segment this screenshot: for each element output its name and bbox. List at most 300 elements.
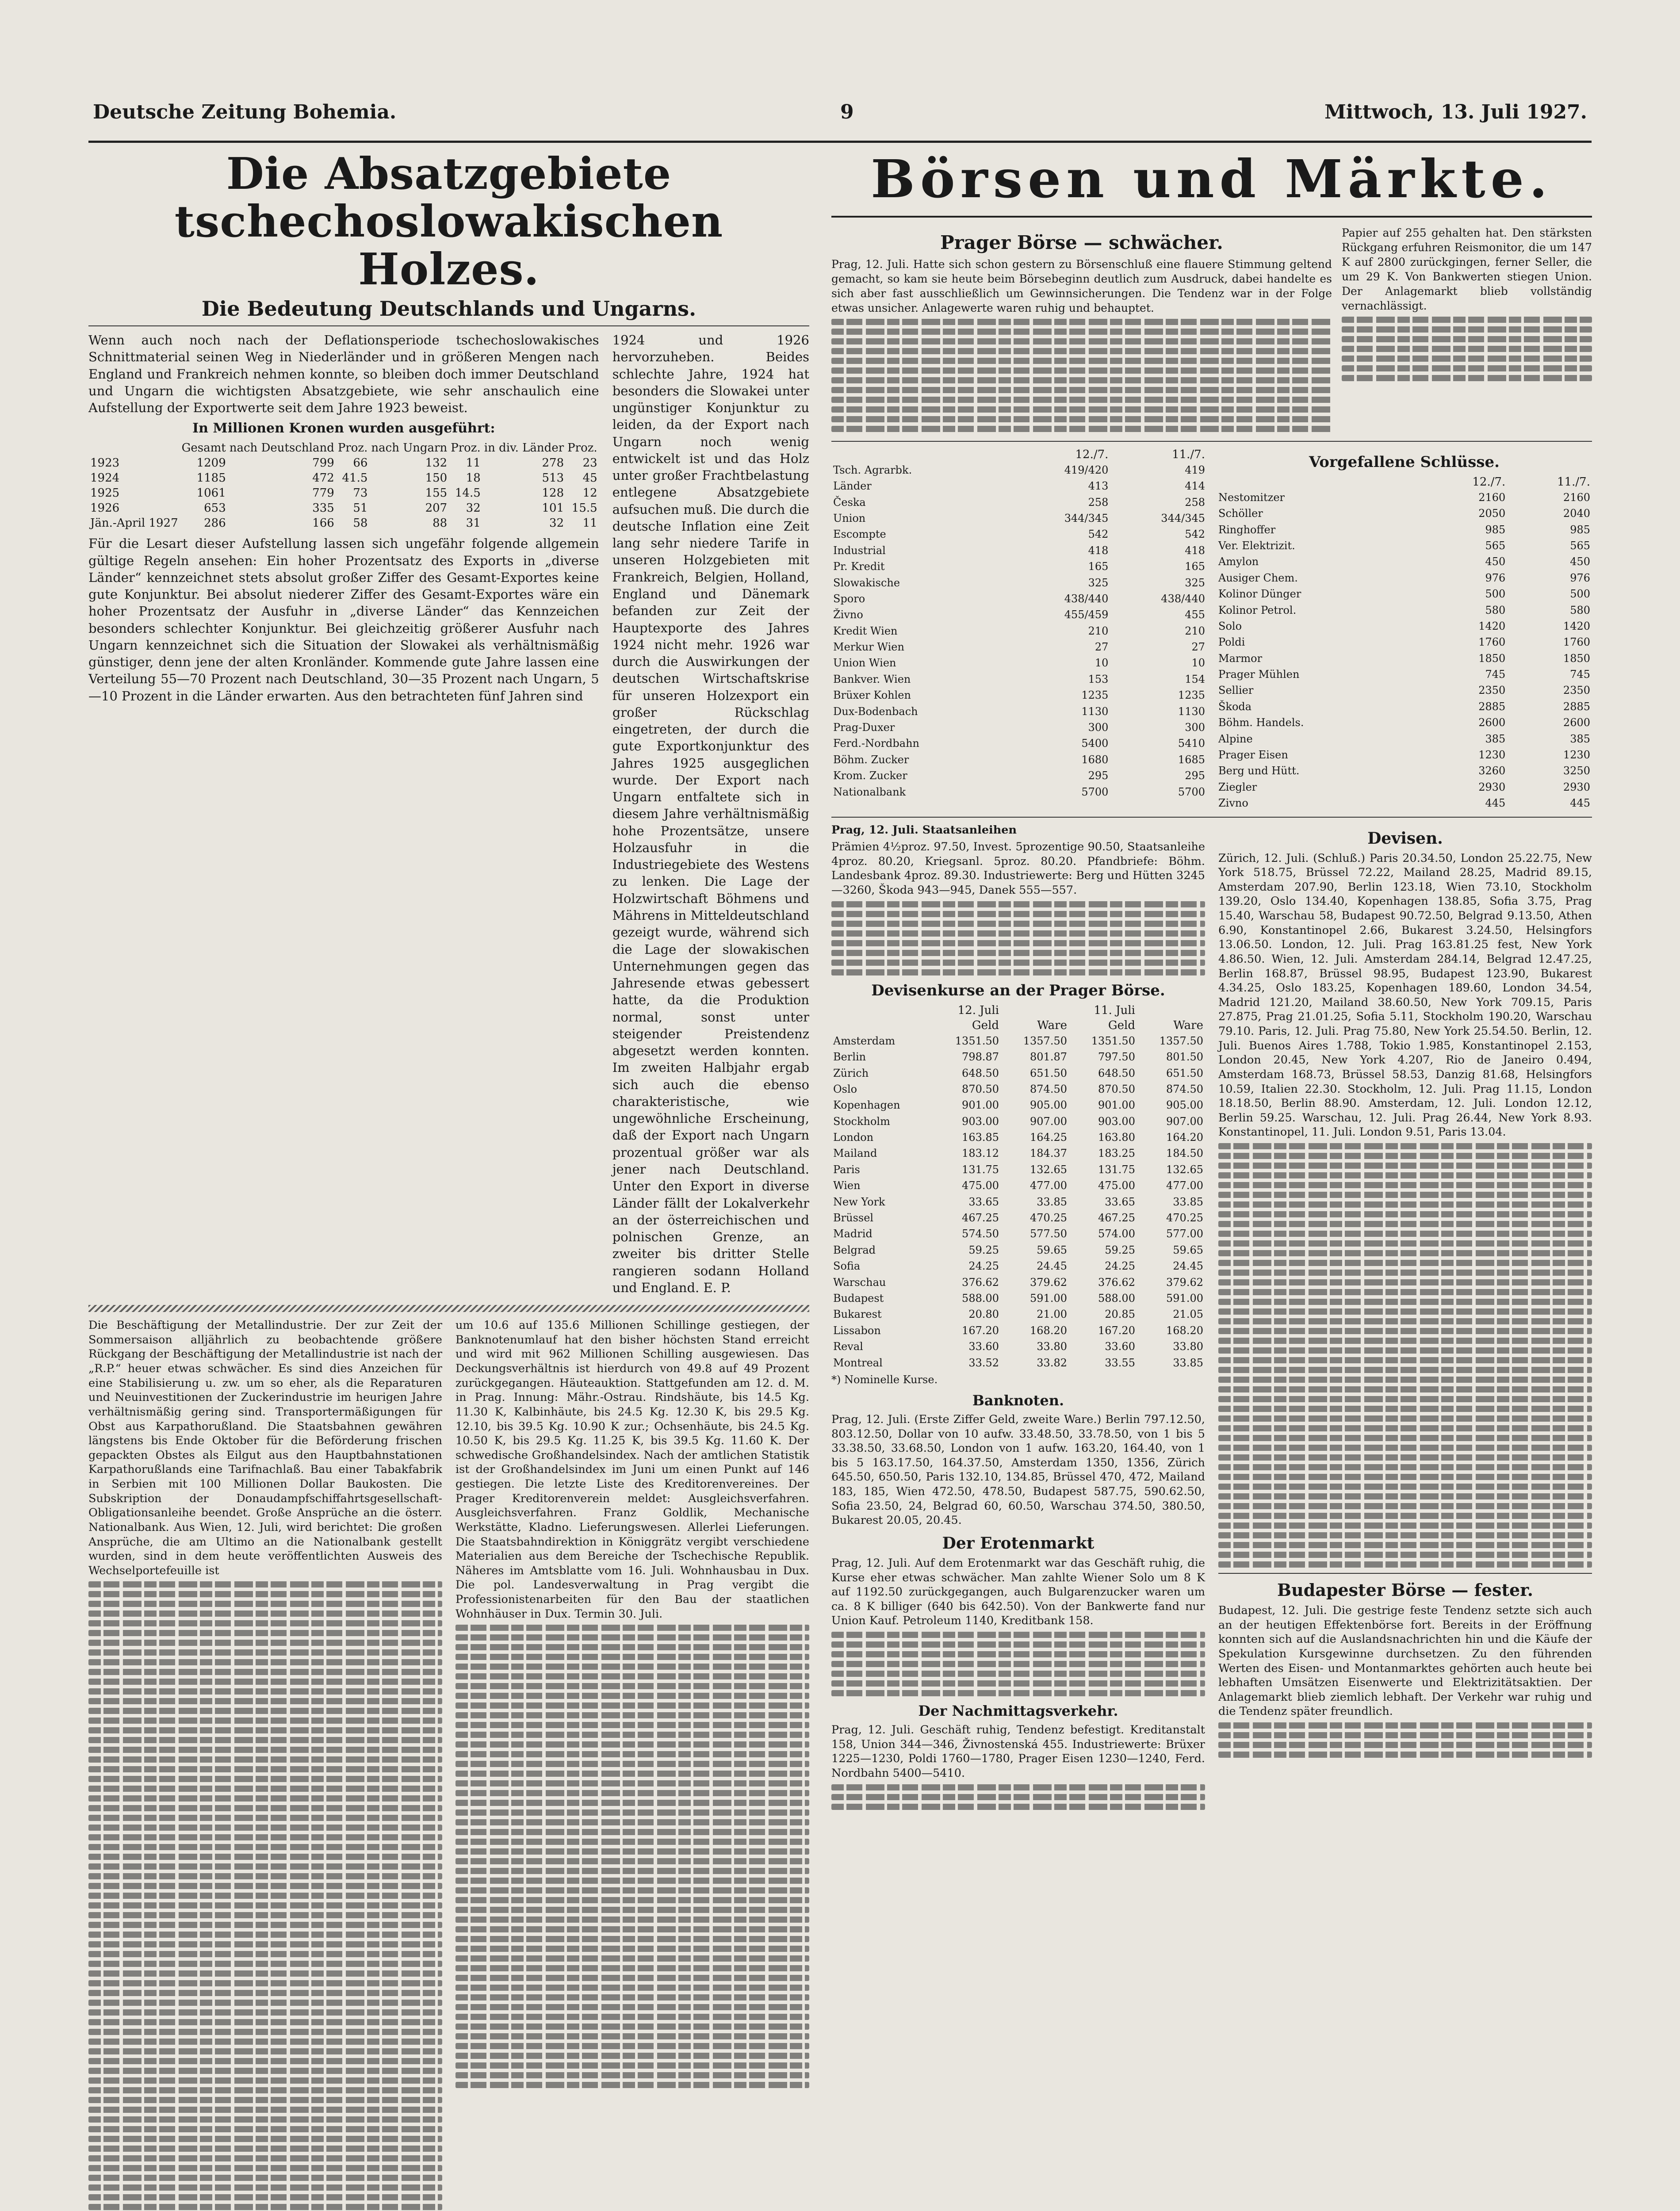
table-cell: 33.65 bbox=[968, 1195, 999, 1208]
section-divider bbox=[88, 1305, 809, 1312]
fx-date-header: 12. Juli bbox=[957, 1003, 999, 1017]
table-cell: 445 bbox=[1570, 797, 1590, 810]
table-cell: 21.00 bbox=[1037, 1308, 1067, 1321]
table-row bbox=[1217, 682, 1592, 698]
table-row bbox=[831, 478, 1207, 494]
table-cell: 2350 bbox=[1478, 684, 1506, 697]
closed-trades-header: 11./7. bbox=[1557, 475, 1590, 489]
table-cell: 165 bbox=[1185, 560, 1205, 573]
table-row bbox=[1217, 522, 1592, 538]
table-cell: 33.52 bbox=[968, 1356, 999, 1369]
table-cell: 907.00 bbox=[1166, 1115, 1203, 1128]
table-cell: Berlin bbox=[833, 1051, 866, 1063]
table-cell: 1235 bbox=[1178, 689, 1205, 702]
fx-date-header bbox=[1137, 1003, 1205, 1018]
table-cell: 976 bbox=[1485, 571, 1506, 584]
table-cell: 59.65 bbox=[1173, 1243, 1203, 1256]
fx-header: Geld bbox=[1108, 1018, 1135, 1032]
table-cell: Pr. Kredit bbox=[833, 560, 885, 573]
table-cell: 565 bbox=[1570, 539, 1590, 552]
table-cell: 300 bbox=[1185, 721, 1205, 734]
table-cell: Zivno bbox=[1218, 797, 1248, 810]
table-cell: Tsch. Agrarbk. bbox=[833, 463, 912, 476]
issue-date: Mittwoch, 13. Juli 1927. bbox=[1324, 101, 1587, 123]
table-cell: 131.75 bbox=[1098, 1163, 1135, 1176]
table-row bbox=[831, 704, 1207, 719]
fx-table bbox=[831, 1003, 1205, 1371]
wood-article-subtitle: Die Bedeutung Deutschlands und Ungarns. bbox=[201, 297, 696, 321]
table-row bbox=[831, 1033, 1205, 1049]
table-row bbox=[1217, 779, 1592, 795]
table-cell: Brüssel bbox=[833, 1212, 874, 1224]
table-cell: Amsterdam bbox=[833, 1034, 895, 1047]
table-cell: 167.20 bbox=[962, 1324, 999, 1337]
table-cell: Poldi bbox=[1218, 636, 1245, 649]
table-cell: Industrial bbox=[833, 544, 886, 557]
table-cell: 33.85 bbox=[1037, 1195, 1067, 1208]
table-row bbox=[831, 1129, 1205, 1145]
table-row bbox=[1217, 666, 1592, 682]
table-row bbox=[831, 1306, 1205, 1322]
table-cell: 801.50 bbox=[1166, 1051, 1203, 1063]
table-cell: 183.25 bbox=[1098, 1147, 1135, 1160]
table-cell: 467.25 bbox=[1098, 1212, 1135, 1224]
table-cell: 745 bbox=[1485, 668, 1506, 681]
table-cell: 385 bbox=[1570, 732, 1590, 745]
table-cell: 33.60 bbox=[1105, 1340, 1135, 1353]
table-cell: 467.25 bbox=[962, 1212, 999, 1224]
table-cell: 21.05 bbox=[1173, 1308, 1203, 1321]
table-cell: Montreal bbox=[833, 1356, 883, 1369]
export-table-header: Gesamt bbox=[181, 441, 226, 455]
table-cell: Belgrad bbox=[833, 1243, 876, 1256]
table-cell: 132.65 bbox=[1030, 1163, 1067, 1176]
table-cell: 1235 bbox=[1081, 689, 1109, 702]
table-cell: 2160 bbox=[1478, 491, 1506, 504]
table-cell: 258 bbox=[1185, 496, 1205, 509]
table-row bbox=[831, 1355, 1205, 1371]
table-cell: 278 bbox=[542, 456, 564, 470]
table-row bbox=[831, 1113, 1205, 1129]
table-row bbox=[88, 486, 599, 501]
table-cell: 2050 bbox=[1478, 507, 1506, 520]
table-cell: 10 bbox=[1191, 657, 1205, 669]
table-row bbox=[831, 526, 1207, 542]
table-cell: 472 bbox=[312, 471, 334, 485]
table-cell: 1850 bbox=[1478, 652, 1506, 665]
table-cell: Berg und Hütt. bbox=[1218, 765, 1300, 777]
closed-trades-title: Vorgefallene Schlüsse. bbox=[1309, 453, 1500, 471]
table-row bbox=[831, 768, 1207, 784]
table-cell: 1924 bbox=[90, 471, 120, 485]
budapest-text: Budapest, 12. Juli. Die gestrige feste Tendenz setzte sich auch an der heutigen Effektenbörse fort. Bereits in der Eröffnung konnten sich auf die Auslandsnachrichten hin und die Käufe der Spekulation Kursgewinne durchsetzen. Zu den führenden Werten des Eisen- und Montanmarktes gehörten auch heute bei lebhaften Umsätzen Eisenwerte und Elektrizitätsaktien. Der Anlagemarkt blieb ziemlich lebhaft. Der Verkehr war ruhig und die Tendenz später freundlich. bbox=[1218, 1604, 1592, 1718]
table-cell: 419/420 bbox=[1064, 463, 1109, 476]
wood-after-table: Für die Lesart dieser Aufstellung lassen sich ungefähr folgende allgemein gültige Regeln ansehen: Ein hoher Prozentsatz des Exports in „diverse Länder“ kennzeichnet stets absolut großer Ziffer des Gesamt-Exportes keine gute Konjunktur. Bei absolut niederer Ziffer des Gesamt-Exportes wäre ein hoher Prozentsatz der Ausfuhr in „diverse Länder“ das Kennzeichen besonders schlechter Konjunktur. Bei gleichzeitig größerer Ausfuhr nach Ungarn kennzeichnet sich die Situation der Slowakei als verhältnismäßig günstiger, denn jene der alten Kronländer. Kommende gute Jahre lassen eine Verteilung 55—70 Prozent nach Deutschland, 30—35 Prozent nach Ungarn, 5—10 Prozent in die Länder erwarten. Aus den betrachteten fünf Jahren sind bbox=[88, 536, 599, 704]
table-cell: Ver. Elektrizit. bbox=[1218, 539, 1295, 552]
table-cell: 167.20 bbox=[1098, 1324, 1135, 1337]
table-cell: Škoda bbox=[1218, 700, 1252, 713]
erot-market-title: Der Erotenmarkt bbox=[942, 1534, 1094, 1553]
table-cell: 101 bbox=[542, 501, 564, 515]
table-row bbox=[831, 1178, 1205, 1193]
table-cell: 258 bbox=[1088, 496, 1109, 509]
table-cell: 183.12 bbox=[962, 1147, 999, 1160]
share-quotes-header: 11./7. bbox=[1172, 448, 1205, 461]
table-cell: 1130 bbox=[1081, 705, 1109, 718]
short-news-col2: um 10.6 auf 135.6 Millionen Schillinge gestiegen, der Banknotenumlauf hat den bisher höchsten Stand erreicht und wird mit 962 Millionen Schilling ausgewiesen. Das Deckungsverhältnis ist hierdurch von 49.8 auf 49 Prozent zurückgegangen. Häuteauktion. Stattgefunden am 12. d. M. in Prag. Innung: Mähr.-Ostrau. Rindshäute, bis 14.5 Kg. 11.30 K, Kalbinhäute, bis 24.5 Kg. 12.30 K, bis 29.5 Kg. 12.10, bis 39.5 Kg. 10.90 K zur.; Ochsenhäute, bis 24.5 Kg. 10.50 K, bis 29.5 Kg. 11.25 K, bis 39.5 Kg. 11.60 K. Der schwedische Großhandelsindex. Nach der amtlichen Statistik ist der Großhandelsindex im Juni um einen Punkt auf 146 gestiegen. Die letzte Liste des Kreditorenvereines. Der Prager Kreditorenverein meldet: Ausgleichsverfahren. Ausgleichsverfahren. Franz Goldlik, Mechanische Werkstätte, Kladno. Lieferungswesen. Allerlei Lieferungen. Die Staatsbahndirektion in Königgrätz vergibt verschiedene Materialien aus dem Bereiche der Tschechische Republik. Näheres im Amtsblatte vom 16. Juli. Wohnhausbau in Dux. Die pol. Landesverwaltung in Prag vergibt die Professionistenarbeiten für den Bau der staatlichen Wohnhäuser in Dux. Termin 30. Juli. bbox=[455, 1319, 809, 1621]
table-cell: 874.50 bbox=[1166, 1083, 1203, 1095]
table-cell: 154 bbox=[1185, 673, 1205, 685]
table-cell: 477.00 bbox=[1030, 1179, 1067, 1192]
table-cell: 1230 bbox=[1563, 749, 1590, 761]
table-cell: 164.20 bbox=[1166, 1131, 1203, 1144]
table-cell: 438/440 bbox=[1064, 592, 1109, 605]
table-cell: 33.65 bbox=[1105, 1195, 1135, 1208]
market-notes: Papier auf 255 gehalten hat. Den stärksten Rückgang erfuhren Reismonitor, die um 147 K auf 2800 zurückgingen, ferner Seller, die um 29 K. Von Bankwerten stiegen Union. Der Anlagemarkt blieb vollständig vernachlässigt. bbox=[1342, 226, 1592, 312]
export-table bbox=[88, 440, 599, 531]
table-cell: 1357.50 bbox=[1023, 1034, 1067, 1047]
table-row bbox=[831, 494, 1207, 510]
table-cell: 51 bbox=[353, 501, 368, 515]
wood-article-title: Die Absatzgebiete tschechoslowakischen Holzes. bbox=[174, 149, 723, 295]
table-row bbox=[831, 510, 1207, 526]
table-row bbox=[831, 607, 1207, 623]
table-row bbox=[1217, 747, 1592, 763]
table-cell: 870.50 bbox=[962, 1083, 999, 1095]
table-row bbox=[1217, 538, 1592, 554]
table-cell: Madrid bbox=[833, 1228, 873, 1240]
fx-header: Geld bbox=[972, 1018, 999, 1032]
table-row bbox=[831, 543, 1207, 558]
table-row bbox=[831, 1081, 1205, 1097]
table-cell: Ausiger Chem. bbox=[1218, 571, 1298, 584]
table-cell: 14.5 bbox=[455, 486, 481, 500]
table-cell: Prager Eisen bbox=[1218, 749, 1288, 761]
table-cell: 1760 bbox=[1478, 636, 1506, 649]
markets-title: Börsen und Märkte. bbox=[871, 148, 1553, 210]
table-cell: 1420 bbox=[1478, 620, 1506, 632]
table-cell: Warschau bbox=[833, 1276, 886, 1289]
table-row bbox=[1217, 650, 1592, 666]
table-cell: 66 bbox=[353, 456, 368, 470]
table-cell: 1351.50 bbox=[955, 1034, 999, 1047]
table-cell: Krom. Zucker bbox=[833, 769, 907, 782]
table-cell: 1926 bbox=[90, 501, 120, 515]
table-cell: 1925 bbox=[90, 486, 120, 500]
table-cell: 168.20 bbox=[1030, 1324, 1067, 1337]
export-table-header bbox=[88, 440, 180, 455]
table-cell: Kredit Wien bbox=[833, 624, 898, 637]
table-cell: 477.00 bbox=[1166, 1179, 1203, 1192]
table-row bbox=[1217, 731, 1592, 747]
table-cell: Zürich bbox=[833, 1067, 869, 1079]
table-cell: Alpine bbox=[1218, 732, 1253, 745]
table-cell: 565 bbox=[1485, 539, 1506, 552]
table-row bbox=[1217, 586, 1592, 602]
table-row bbox=[831, 784, 1207, 800]
table-cell: 325 bbox=[1185, 576, 1205, 589]
table-row bbox=[831, 1339, 1205, 1354]
table-cell: 163.85 bbox=[962, 1131, 999, 1144]
table-cell: Budapest bbox=[833, 1292, 884, 1304]
export-table-header: Proz. bbox=[337, 441, 368, 455]
table-cell: 651.50 bbox=[1030, 1067, 1067, 1079]
table-row bbox=[831, 462, 1207, 478]
table-cell: 450 bbox=[1570, 555, 1590, 568]
table-cell: London bbox=[833, 1131, 874, 1144]
share-quotes-header: 12./7. bbox=[1075, 448, 1109, 461]
table-cell: 985 bbox=[1485, 523, 1506, 536]
table-cell: 2040 bbox=[1563, 507, 1590, 520]
table-cell: 166 bbox=[312, 516, 334, 530]
erot-market-text: Prag, 12. Juli. Auf dem Erotenmarkt war das Geschäft ruhig, die Kurse eher etwas schwächer. Man zahlte Wiener Solo um 8 K auf 1192.50 zurückgegangen, auch Bulgarenzucker waren um ca. 8 K billiger (640 bis 642.50). Von der Bankwerte fand nur Union Kauf. Petroleum 1140, Kreditbank 158. bbox=[831, 1556, 1205, 1628]
table-cell: 210 bbox=[1088, 624, 1109, 637]
table-cell: 300 bbox=[1088, 721, 1109, 734]
table-cell: 12 bbox=[582, 486, 597, 500]
table-cell: 2600 bbox=[1563, 716, 1590, 729]
table-cell: 798.87 bbox=[962, 1051, 999, 1063]
table-row bbox=[1217, 602, 1592, 618]
table-cell: 165 bbox=[1088, 560, 1109, 573]
table-cell: 132.65 bbox=[1166, 1163, 1203, 1176]
table-cell: 907.00 bbox=[1030, 1115, 1067, 1128]
table-row bbox=[831, 1258, 1205, 1274]
table-cell: 24.25 bbox=[1105, 1260, 1135, 1273]
table-cell: Länder bbox=[833, 480, 872, 493]
afternoon-title: Der Nachmittagsverkehr. bbox=[918, 1702, 1118, 1720]
table-cell: 1130 bbox=[1178, 705, 1205, 718]
table-cell: 414 bbox=[1185, 480, 1205, 493]
table-cell: 58 bbox=[353, 516, 368, 530]
table-cell: Mailand bbox=[833, 1147, 877, 1160]
table-cell: 574.00 bbox=[1098, 1228, 1135, 1240]
table-cell: 2350 bbox=[1563, 684, 1590, 697]
table-cell: 1420 bbox=[1563, 620, 1590, 632]
table-cell: 591.00 bbox=[1166, 1292, 1203, 1304]
table-cell: 985 bbox=[1570, 523, 1590, 536]
fx-header: Ware bbox=[1037, 1018, 1067, 1032]
table-cell: 295 bbox=[1185, 769, 1205, 782]
table-cell: 1061 bbox=[196, 486, 226, 500]
table-row bbox=[831, 623, 1207, 639]
table-cell: Ziegler bbox=[1218, 780, 1257, 793]
table-row bbox=[831, 591, 1207, 607]
header-rule bbox=[88, 141, 1592, 143]
table-row bbox=[831, 639, 1207, 655]
table-cell: 1923 bbox=[90, 456, 120, 470]
table-cell: 580 bbox=[1485, 604, 1506, 616]
table-cell: 153 bbox=[1088, 673, 1109, 685]
state-loans-text: Prämien 4½proz. 97.50, Invest. 5prozentige 90.50, Staatsanleihe 4proz. 80.20, Kriegsanl. 5proz. 80.20. Pfandbriefe: Böhm. Landesbank 4proz. 89.30. Industriewerte: Berg und Hütten 3245—3260, Škoda 943—945, Danek 555—557. bbox=[831, 840, 1205, 897]
table-row bbox=[1217, 715, 1592, 731]
table-cell: 128 bbox=[542, 486, 564, 500]
table-cell: 574.50 bbox=[962, 1228, 999, 1240]
table-cell: 45 bbox=[582, 471, 597, 485]
table-cell: 513 bbox=[542, 471, 564, 485]
table-row bbox=[1217, 634, 1592, 650]
table-cell: 5700 bbox=[1081, 785, 1109, 798]
table-row bbox=[1217, 490, 1592, 505]
wood-col2: 1924 und 1926 hervorzuheben. Beides schlechte Jahre, 1924 hat besonders die Slowakei unter ungünstiger Konjunktur zu leiden, da der Export nach Ungarn noch wenig entwickelt ist und das Holz unter großer Frachtbelastung entlegene Absatzgebiete aufsuchen muß. Die durch die deutsche Inflation eine Zeit lang sehr niedere Tarife in unseren Holzgebieten mit Frankreich, Belgien, Holland, England und Dänemark befanden zur Zeit der Hauptexporte des Jahres 1924 nicht mehr. 1926 war durch die Auswirkungen der deutschen Wirtschaftskrise für unseren Holzexport ein großer Rückschlag eingetreten, der durch die gute Exportkonjunktur des Jahres 1925 ausgeglichen wurde. Der Export nach Ungarn entfaltete sich in diesem Jahre verhältnismäßig hohe Prozentsätze, unsere Holzausfuhr in die Industriegebiete des Westens zu lenken. Die Lage der Holzwirtschaft Böhmens und Mährens in Mitteldeutschland gezeigt wurde, während sich die Lage der slowakischen Unternehmungen gegen das Jahresende etwas gebessert hatte, da die Produktion normal, sonst unter steigender Preistendenz abgesetzt werden konnten. Im zweiten Halbjahr ergab sich auch die ebenso charakteristische, wie ungewöhnliche Erscheinung, daß der Export nach Ungarn prozentual größer war als jener nach Deutschland. Unter den Export in diverse Länder fällt der Lokalverkehr an der österreichischen und polnischen Grenze, an zweiter bis dritter Stelle rangieren sodann Holland und England. E. P. bbox=[612, 332, 809, 1295]
table-cell: Paris bbox=[833, 1163, 860, 1176]
table-cell: 5410 bbox=[1178, 737, 1205, 750]
markets-top bbox=[831, 226, 1592, 436]
table-cell: 27 bbox=[1094, 641, 1109, 654]
table-cell: 475.00 bbox=[962, 1179, 999, 1192]
table-cell: Kopenhagen bbox=[833, 1099, 900, 1112]
table-row bbox=[831, 735, 1207, 751]
table-cell: 2930 bbox=[1563, 780, 1590, 793]
closed-trades-header bbox=[1217, 474, 1423, 490]
table-cell: 1850 bbox=[1563, 652, 1590, 665]
table-cell: Sellier bbox=[1218, 684, 1254, 697]
table-cell: 31 bbox=[466, 516, 481, 530]
table-cell: 577.50 bbox=[1030, 1228, 1067, 1240]
table-row bbox=[831, 1290, 1205, 1306]
table-cell: Böhm. Zucker bbox=[833, 753, 909, 766]
table-row bbox=[831, 687, 1207, 703]
fx-footnote: *) Nominelle Kurse. bbox=[831, 1373, 938, 1386]
table-row bbox=[88, 516, 599, 531]
table-cell: 11 bbox=[466, 456, 481, 470]
table-row bbox=[831, 719, 1207, 735]
table-cell: Lissabon bbox=[833, 1324, 881, 1337]
table-cell: 33.85 bbox=[1173, 1195, 1203, 1208]
table-cell: Ferd.-Nordbahn bbox=[833, 737, 919, 750]
closed-trades-table bbox=[1217, 474, 1592, 811]
table-row bbox=[831, 1194, 1205, 1210]
table-cell: 33.85 bbox=[1173, 1356, 1203, 1369]
share-quotes-table bbox=[831, 447, 1207, 800]
table-cell: 59.65 bbox=[1037, 1243, 1067, 1256]
table-cell: 59.25 bbox=[1105, 1243, 1135, 1256]
table-cell: Slowakische bbox=[833, 576, 900, 589]
table-cell: Reval bbox=[833, 1340, 863, 1353]
table-cell: 33.60 bbox=[968, 1340, 999, 1353]
table-cell: Dux-Bodenbach bbox=[833, 705, 918, 718]
table-cell: 2600 bbox=[1478, 716, 1506, 729]
paper-name: Deutsche Zeitung Bohemia. bbox=[93, 101, 397, 123]
table-cell: Sporo bbox=[833, 592, 865, 605]
table-cell: 164.25 bbox=[1030, 1131, 1067, 1144]
table-cell: 3250 bbox=[1563, 765, 1590, 777]
export-table-header: nach Ungarn bbox=[371, 441, 448, 455]
table-cell: 59.25 bbox=[968, 1243, 999, 1256]
table-row bbox=[1217, 554, 1592, 570]
table-row bbox=[1217, 699, 1592, 715]
table-cell: Brüxer Kohlen bbox=[833, 689, 911, 702]
table-cell: 591.00 bbox=[1030, 1292, 1067, 1304]
budapest-title: Budapester Börse — fester. bbox=[1277, 1580, 1533, 1600]
left-half bbox=[88, 150, 809, 2211]
table-cell: Solo bbox=[1218, 620, 1242, 632]
table-cell: 32 bbox=[466, 501, 481, 515]
table-row bbox=[831, 575, 1207, 591]
table-cell: 1351.50 bbox=[1091, 1034, 1135, 1047]
table-cell: 905.00 bbox=[1166, 1099, 1203, 1112]
table-cell: Prag-Duxer bbox=[833, 721, 895, 734]
table-cell: 10 bbox=[1094, 657, 1109, 669]
table-row bbox=[831, 1049, 1205, 1065]
table-cell: 2160 bbox=[1563, 491, 1590, 504]
table-cell: Amylon bbox=[1218, 555, 1259, 568]
table-row bbox=[831, 1065, 1205, 1081]
table-cell: 577.00 bbox=[1166, 1228, 1203, 1240]
table-cell: 27 bbox=[1191, 641, 1205, 654]
table-cell: Nationalbank bbox=[833, 785, 906, 798]
table-cell: 2885 bbox=[1563, 700, 1590, 713]
table-cell: 797.50 bbox=[1098, 1051, 1135, 1063]
state-loans-heading: Prag, 12. Juli. Staatsanleihen bbox=[831, 823, 1017, 837]
table-cell: 419 bbox=[1185, 463, 1205, 476]
table-cell: 903.00 bbox=[1098, 1115, 1135, 1128]
table-cell: Schöller bbox=[1218, 507, 1263, 520]
table-cell: Bukarest bbox=[833, 1308, 882, 1321]
table-cell: 500 bbox=[1485, 588, 1506, 601]
table-cell: 325 bbox=[1088, 576, 1109, 589]
export-table-header: in div. Länder bbox=[484, 441, 564, 455]
table-row bbox=[1217, 505, 1592, 521]
table-cell: 653 bbox=[204, 501, 226, 515]
table-cell: 376.62 bbox=[962, 1276, 999, 1289]
table-row bbox=[831, 1226, 1205, 1242]
table-row bbox=[88, 455, 599, 471]
wood-article-body bbox=[88, 332, 809, 1299]
table-cell: 24.45 bbox=[1037, 1260, 1067, 1273]
table-row bbox=[831, 1242, 1205, 1258]
table-cell: 976 bbox=[1570, 571, 1590, 584]
table-cell: 184.37 bbox=[1030, 1147, 1067, 1160]
table-cell: 210 bbox=[1185, 624, 1205, 637]
table-cell: 32 bbox=[549, 516, 564, 530]
table-cell: 23 bbox=[582, 456, 597, 470]
table-cell: 295 bbox=[1088, 769, 1109, 782]
table-cell: 588.00 bbox=[962, 1292, 999, 1304]
table-row bbox=[831, 1145, 1205, 1161]
table-cell: 455/459 bbox=[1064, 608, 1109, 621]
table-cell: 33.80 bbox=[1173, 1340, 1203, 1353]
wood-intro: Wenn auch noch nach der Deflationsperiode tschechoslowakisches Schnittmaterial seinen Weg in Niederländer und in größeren Mengen nach England und Frankreich nehmen konnte, so bleiben doch immer Deutschland und Ungarn die wichtigsten Absatzgebiete, wie sehr anschaulich eine Aufstellung der Exportwerte seit dem Jahre 1923 beweist. bbox=[88, 332, 599, 416]
table-cell: Nestomitzer bbox=[1218, 491, 1285, 504]
table-cell: 413 bbox=[1088, 480, 1109, 493]
table-cell: 5400 bbox=[1081, 737, 1109, 750]
table-cell: 450 bbox=[1485, 555, 1506, 568]
table-row bbox=[1217, 570, 1592, 586]
table-cell: Union bbox=[833, 512, 866, 524]
table-cell: 1760 bbox=[1563, 636, 1590, 649]
table-row bbox=[831, 655, 1207, 671]
table-cell: 344/345 bbox=[1064, 512, 1109, 524]
fx-header: Ware bbox=[1173, 1018, 1203, 1032]
table-cell: 20.80 bbox=[968, 1308, 999, 1321]
banknotes-text: Prag, 12. Juli. (Erste Ziffer Geld, zweite Ware.) Berlin 797.12.50, 803.12.50, Dollar von 10 aufw. 33.48.50, 33.78.50, von 1 bis 5 33.38.50, 33.68.50, London von 1 aufw. 163.20, 164.40, von 1 bis 5 163.17.50, 164.37.50, Amsterdam 1350, 1356, Zürich 645.50, 650.50, Paris 132.10, 134.85, Brüssel 470, 472, Mailand 183, 185, Wien 472.50, 478.50, Budapest 587.75, 590.62.50, Sofia 23.50, 24, Belgrad 60, 60.50, Warschau 374.50, 380.50, Bukarest 20.05, 20.45. bbox=[831, 1412, 1205, 1527]
afternoon-text: Prag, 12. Juli. Geschäft ruhig, Tendenz befestigt. Kreditanstalt 158, Union 344—346, Živnostenská 455. Industriewerte: Brüxer 1225—1230, Poldi 1760—1780, Prager Eisen 1230—1240, Ferd. Nordbahn 5400—5410. bbox=[831, 1723, 1205, 1780]
table-row bbox=[1217, 618, 1592, 634]
table-cell: Prager Mühlen bbox=[1218, 668, 1300, 681]
table-cell: 131.75 bbox=[962, 1163, 999, 1176]
table-cell: 1230 bbox=[1478, 749, 1506, 761]
table-cell: 870.50 bbox=[1098, 1083, 1135, 1095]
table-cell: 20.85 bbox=[1105, 1308, 1135, 1321]
table-cell: 88 bbox=[432, 516, 448, 530]
table-cell: 163.80 bbox=[1098, 1131, 1135, 1144]
fx-table-title: Devisenkurse an der Prager Börse. bbox=[871, 981, 1165, 999]
table-cell: 41.5 bbox=[342, 471, 368, 485]
devisen-title: Devisen. bbox=[1367, 829, 1443, 848]
table-cell: 1357.50 bbox=[1159, 1034, 1203, 1047]
table-cell: 903.00 bbox=[962, 1115, 999, 1128]
table-row bbox=[831, 1097, 1205, 1113]
